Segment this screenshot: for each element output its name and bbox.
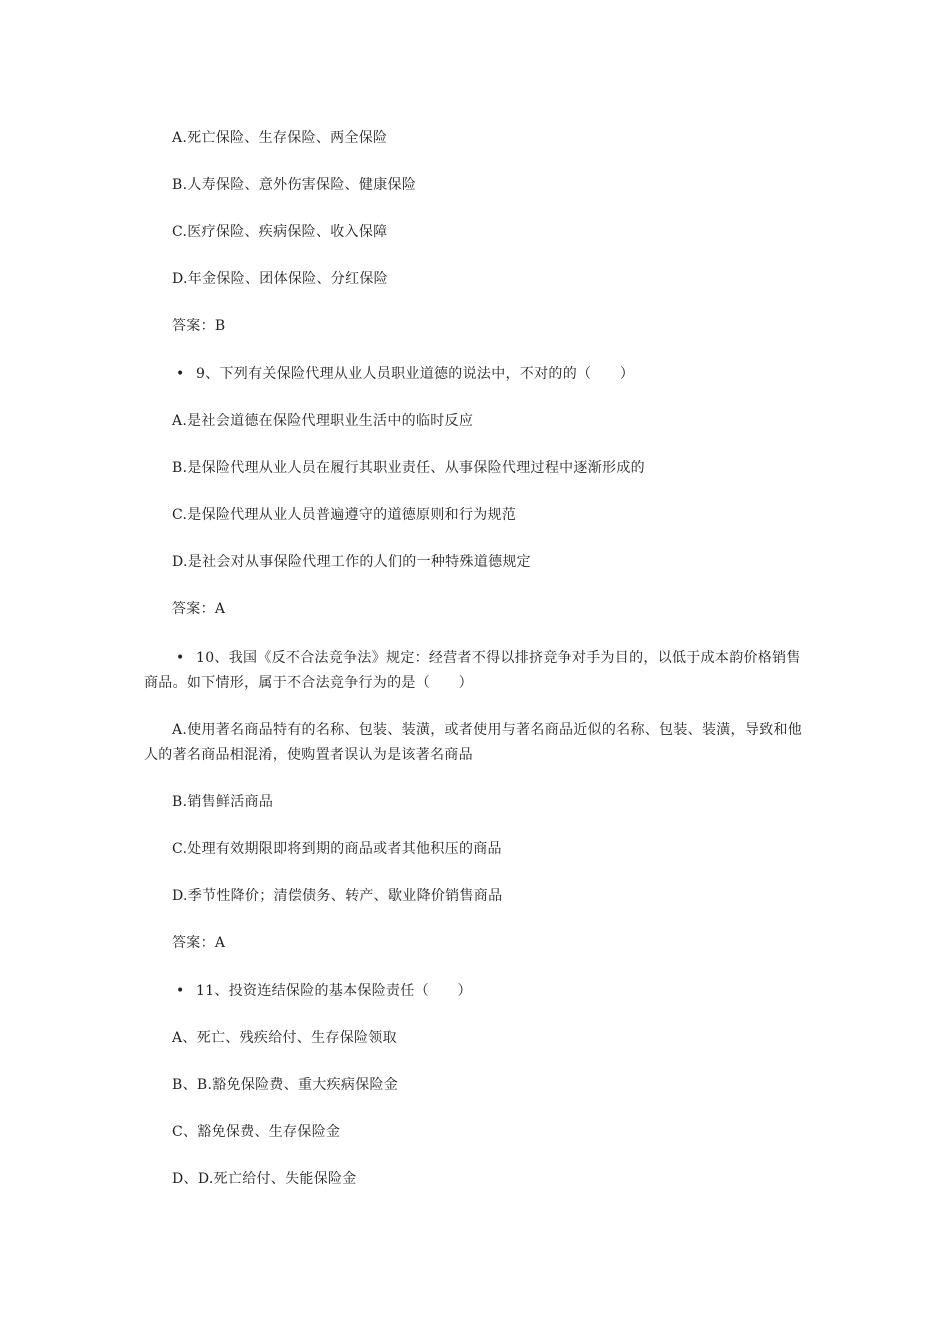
q10-option-c: C.处理有效期限即将到期的商品或者其他积压的商品: [172, 841, 502, 857]
q10-option-a-line1: A.使用著名商品特有的名称、包装、装潢，或者使用与著名商品近似的名称、包装、装潢，导致和他: [172, 722, 803, 738]
q10-option-b: B.销售鲜活商品: [172, 794, 274, 810]
q8-option-d: D.年金保险、团体保险、分红保险: [172, 271, 388, 287]
q9-option-b: B.是保险代理从业人员在履行其职业责任、从事保险代理过程中逐渐形成的: [172, 460, 645, 476]
q10-option-a-line2: 人的著名商品相混淆，使购置者误认为是该著名商品: [144, 747, 473, 763]
q9-option-a: A.是社会道德在保险代理职业生活中的临时反应: [172, 413, 474, 429]
q10-question-line1: 10、我国《反不合法竞争法》规定：经营者不得以排挤竞争对手为目的，以低于成本韵价格销售: [196, 650, 801, 666]
q8-option-b: B.人寿保险、意外伤害保险、健康保险: [172, 177, 417, 193]
q9-answer: 答案：A: [172, 601, 226, 617]
q9-bullet: •: [176, 366, 185, 382]
q8-option-a: A.死亡保险、生存保险、两全保险: [172, 130, 388, 146]
q10-answer: 答案：A: [172, 935, 226, 951]
q10-bullet: •: [176, 650, 185, 666]
q11-option-c: C、豁免保费、生存保险金: [172, 1124, 341, 1140]
q11-option-a: A、死亡、残疾给付、生存保险领取: [172, 1030, 397, 1046]
q9-option-c: C.是保险代理从业人员普遍遵守的道德原则和行为规范: [172, 507, 517, 523]
q8-answer: 答案：B: [172, 318, 226, 334]
q9-option-d: D.是社会对从事保险代理工作的人们的一种特殊道德规定: [172, 554, 531, 570]
q10-option-d: D.季节性降价；清偿债务、转产、歇业降价销售商品: [172, 888, 503, 904]
q11-option-b: B、B.豁免保险费、重大疾病保险金: [172, 1077, 399, 1093]
q10-question-line2: 商品。如下情形，属于不合法竞争行为的是（ ）: [144, 675, 473, 691]
q8-option-c: C.医疗保险、疾病保险、收入保障: [172, 224, 388, 240]
q11-option-d: D、D.死亡给付、失能保险金: [172, 1171, 357, 1187]
q9-question: 9、下列有关保险代理从业人员职业道德的说法中，不对的的（ ）: [196, 366, 635, 382]
q11-question: 11、投资连结保险的基本保险责任（ ）: [196, 983, 472, 999]
q11-bullet: •: [176, 983, 185, 999]
